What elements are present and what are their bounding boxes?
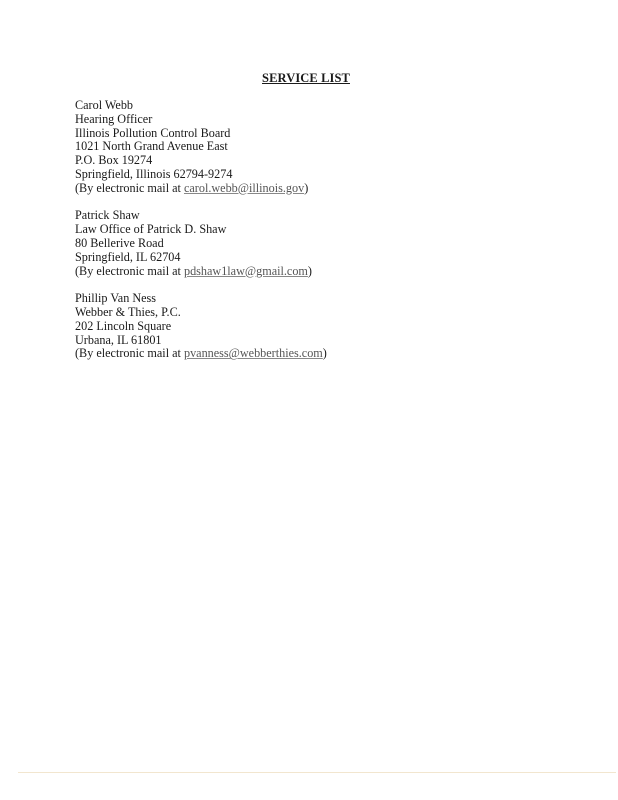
- email-address: pdshaw1law@gmail.com: [183, 263, 308, 278]
- recipient-organization: Webber & Thies, P.C.: [75, 304, 181, 319]
- recipient-title: Hearing Officer: [75, 111, 153, 126]
- service-entry-phillip-van-ness: [75, 292, 327, 361]
- recipient-organization: Illinois Pollution Control Board: [75, 125, 231, 140]
- address-line: Springfield, Illinois 62794-9274: [75, 166, 233, 181]
- recipient-name: Carol Webb: [75, 98, 134, 112]
- delivery-suffix: ): [322, 346, 327, 361]
- page-title: SERVICE LIST: [262, 71, 350, 85]
- delivery-method: [75, 347, 327, 361]
- address-line: 1021 North Grand Avenue East: [75, 139, 228, 154]
- recipient-name: Patrick Shaw: [75, 208, 140, 223]
- service-list: [75, 99, 327, 375]
- address-line: 80 Bellerive Road: [75, 235, 164, 250]
- email-address: carol.webb@illinois.gov: [183, 180, 305, 195]
- email-address: pvanness@webberthies.com: [183, 346, 323, 361]
- delivery-method: [75, 265, 327, 279]
- address-line: 202 Lincoln Square: [75, 318, 172, 333]
- scan-edge-line: [18, 772, 616, 773]
- delivery-method: [75, 182, 327, 196]
- address-line: Urbana, IL 61801: [75, 332, 162, 347]
- delivery-suffix: ): [304, 180, 309, 195]
- address-line: P.O. Box 19274: [75, 153, 153, 168]
- service-entry-patrick-shaw: [75, 209, 327, 278]
- delivery-prefix: (By electronic mail at: [75, 180, 184, 195]
- recipient-name: Phillip Van Ness: [75, 291, 157, 306]
- address-line: Springfield, IL 62704: [75, 249, 181, 264]
- delivery-suffix: ): [307, 263, 312, 278]
- delivery-prefix: (By electronic mail at: [75, 346, 184, 361]
- service-entry-carol-webb: [75, 99, 327, 196]
- delivery-prefix: (By electronic mail at: [75, 263, 184, 278]
- recipient-organization: Law Office of Patrick D. Shaw: [75, 222, 227, 237]
